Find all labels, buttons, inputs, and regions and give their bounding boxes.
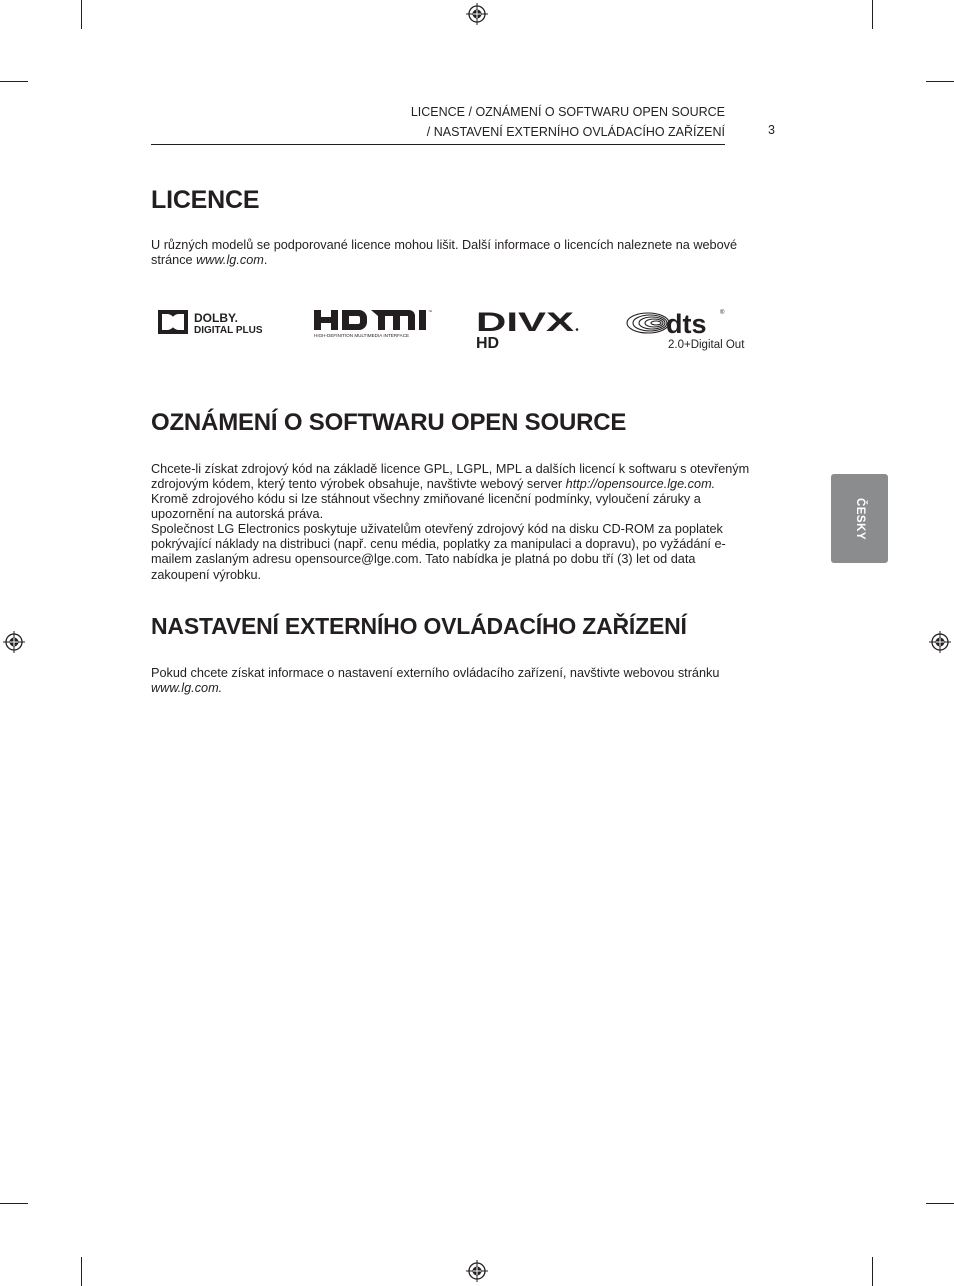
open-source-paragraph-2: Kromě zdrojového kódu si lze stáhnout všechny zmiňované licenční podmínky, vyloučení záruky a upozornění na autorská práva. xyxy=(151,492,701,522)
licence-text-end: . xyxy=(263,253,268,268)
crop-mark xyxy=(0,81,28,82)
licence-text: U různých modelů se podporované licence mohou lišit. Další informace o licencích naleznete na webové stránce xyxy=(151,238,738,268)
header-line-2: / NASTAVENÍ EXTERNÍHO OVLÁDACÍHO ZAŘÍZENÍ xyxy=(426,125,725,139)
svg-text:™: ™ xyxy=(428,309,432,314)
crop-mark xyxy=(926,1203,954,1204)
language-side-tab xyxy=(831,474,888,563)
dolby-text-2: DIGITAL PLUS xyxy=(194,325,263,336)
dts-logo xyxy=(624,306,748,352)
registration-mark-icon xyxy=(929,631,951,653)
header-line-1: LICENCE / OZNÁMENÍ O SOFTWARU OPEN SOURCE xyxy=(410,105,725,119)
hdmi-logo xyxy=(312,306,436,340)
licence-heading: LICENCE xyxy=(151,186,260,214)
external-control-paragraph xyxy=(151,666,751,696)
crop-mark xyxy=(872,0,873,29)
external-control-text: Pokud chcete získat informace o nastavení externího ovládacího zařízení, navštivte webovou stránku xyxy=(151,666,720,680)
dolby-digital-plus-logo xyxy=(157,308,279,338)
registration-mark-icon xyxy=(3,631,25,653)
registration-mark-icon xyxy=(466,1260,488,1282)
crop-mark xyxy=(872,1257,873,1286)
open-source-text: Chcete-li získat zdrojový kód na základě licence GPL, LGPL, MPL a dalších licencí k softwaru s otevřeným zdrojovým kódem, který tento výrobek obsahuje, navštivte webový server xyxy=(151,462,750,492)
page-number: 3 xyxy=(768,123,775,137)
dts-subtitle: 2.0+Digital Out xyxy=(668,339,745,351)
open-source-paragraph-3: Společnost LG Electronics poskytuje uživatelům otevřený zdrojový kód na disku CD-ROM za poplatek pokrývající náklady na distribuci (např. cenu média, poplatky za manipulaci a dopravu), po vyžádání e-mailem zaslaným adresu opensource@lge.com. Tato nabídka je platná po dobu tří (3) let od data zakoupení výrobku. xyxy=(151,522,726,582)
hdmi-subtitle: HIGH-DEFINITION MULTIMEDIA INTERFACE xyxy=(314,333,410,338)
running-header xyxy=(411,102,725,142)
licence-paragraph xyxy=(151,238,781,268)
crop-mark xyxy=(81,1257,82,1286)
open-source-link[interactable]: http://opensource.lge.com. xyxy=(565,477,716,492)
open-source-paragraph-1 xyxy=(151,462,781,492)
licence-link[interactable]: www.lg.com xyxy=(196,253,264,268)
external-control-heading: NASTAVENÍ EXTERNÍHO OVLÁDACÍHO ZAŘÍZENÍ xyxy=(151,613,687,639)
svg-text:®: ® xyxy=(720,310,725,316)
dolby-text-1: DOLBY. xyxy=(194,311,239,325)
header-divider xyxy=(151,144,725,145)
language-label: ČESKY xyxy=(853,497,866,540)
divx-text: DIVX xyxy=(476,307,574,337)
dts-text: dts xyxy=(666,309,707,339)
crop-mark xyxy=(926,81,954,82)
divx-hd-text: HD xyxy=(476,335,500,352)
crop-mark xyxy=(0,1203,28,1204)
external-control-link[interactable]: www.lg.com. xyxy=(151,681,223,696)
crop-mark xyxy=(81,0,82,29)
divx-hd-logo xyxy=(475,306,585,352)
registration-mark-icon xyxy=(466,3,488,25)
open-source-heading: OZNÁMENÍ O SOFTWARU OPEN SOURCE xyxy=(151,409,627,436)
